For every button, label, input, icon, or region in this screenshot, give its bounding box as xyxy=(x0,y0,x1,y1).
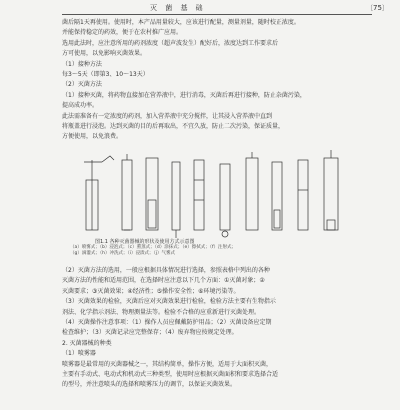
text-line: 剂法、化学指示剂法、物理测量法等。检验不合格的应重新进行灭菌处理。 xyxy=(62,308,261,316)
body-text-top xyxy=(62,18,374,143)
text-line: 方可使用，以免影响灭菌效果。 xyxy=(62,50,147,58)
figure-item-a xyxy=(84,156,114,230)
text-line: 此法需准备有一定浓度的药剂，加入营养液中充分搅拌，让其浸入营养液中直到 xyxy=(62,112,273,120)
text-line: （2）灭菌方法的选用，一般应根据具体情况进行选择，参照表格中列出的各种 xyxy=(62,267,270,274)
text-line: （2）灭菌方法 xyxy=(62,81,102,89)
figure-illustration xyxy=(62,150,374,250)
page-number: 〔75〕 xyxy=(366,4,389,12)
text-line: 2. 灭菌器械的种类 xyxy=(62,339,112,347)
figure-item-d xyxy=(172,162,180,238)
figure-item-i xyxy=(298,160,308,230)
text-line: 的型号，并注意喷头的选择和喷雾压力的调节，以保证灭菌效果。 xyxy=(62,381,237,389)
text-line: （4）灭菌操作注意事项：（1）操作人员应佩戴防护用品；（2）灭菌设备应定期 xyxy=(62,319,272,327)
text-line: 喷雾器是最常用的灭菌器械之一，其结构简单，操作方便，适用于大面积灭菌， xyxy=(62,360,273,368)
text-line: 每3～5天（即第3、10～13天） xyxy=(62,71,149,79)
text-line: 提高成功率。 xyxy=(62,102,99,110)
text-line: （3）灭菌效果的检验，灭菌后应对灭菌效果进行检验，检验方法主要有生物指示 xyxy=(62,298,276,306)
text-line: 菌后隔1天再使用。使用时，本产品用量较大，应该进行配量，测量剂量，随时校正浓度。 xyxy=(62,19,300,26)
text-line: 方便使用，以免浪费。 xyxy=(62,133,123,141)
figure-item-e xyxy=(194,160,204,230)
text-line: 将瓶盖进行浸泡。达到灭菌的目的后再取出，不宜久放，防止二次污染，保证质量， xyxy=(62,123,285,131)
text-line: 检查维护；（3）灭菌记录应完整保存；（4）废弃物应按规定处理。 xyxy=(62,329,238,337)
text-line: （1）接种灭菌，将药物直接加在营养液中，进行消毒，灭菌后再进行接种，防止杂菌污染， xyxy=(62,91,306,99)
text-line: 选用此法时，应注意所用的药剂浓度（超声波发生）配好后，浓度达到工作要求后 xyxy=(62,39,279,47)
text-line: 灭菌要求；③灭菌效果；④经济性；⑤操作安全性；⑥环境污染等。 xyxy=(62,287,240,295)
figure-item-c xyxy=(146,158,158,230)
figure-item-f xyxy=(220,164,230,237)
text-line: （1）接种方法 xyxy=(62,60,102,68)
text-line: 并能保持稳定的药效，便于在农村推广应用。 xyxy=(62,29,183,37)
figure-caption-title: 图1.1 各种灭菌器械的形状及使用方式示意图 xyxy=(95,239,195,245)
figure-caption-line: （g）滴灌式；（h）冲洗式；（i）浸渍式；（j）气雾式 xyxy=(70,251,175,256)
header-rule xyxy=(62,14,372,15)
running-title: 灭 菌 基 础 xyxy=(150,4,206,12)
figure-item-g xyxy=(246,152,258,230)
text-line: 灭菌方法的性能和适用范围，在选择时应注意以下几个方面：①灭菌对象；② xyxy=(62,277,265,285)
figure-caption-line: （a）喷雾式；（b）浸泡式；（c）熏蒸式；（d）涂抹式；（e）擦拭式；（f）注射式； xyxy=(70,245,237,250)
figure-item-b xyxy=(122,154,132,230)
figure-item-h xyxy=(272,162,282,230)
body-text-bottom xyxy=(62,266,374,391)
text-line: 主要有手动式、电动式和机动式三种类型，使用时应根据灭菌面积和要求选择合适 xyxy=(62,371,279,379)
figure-item-j xyxy=(324,150,338,230)
text-line: （1）喷雾器 xyxy=(62,350,96,358)
